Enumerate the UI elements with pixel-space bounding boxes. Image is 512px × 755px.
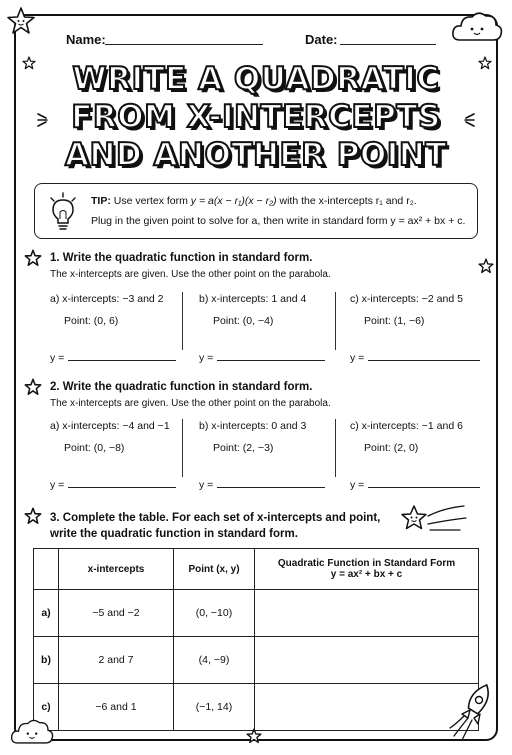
- intercepts-cell: −5 and −2: [59, 590, 174, 637]
- cloud-icon: [8, 716, 56, 748]
- answer-line[interactable]: [350, 477, 480, 491]
- point-cell: (−1, 14): [174, 684, 255, 731]
- intercepts-cell: 2 and 7: [59, 637, 174, 684]
- intercepts-cell: −6 and 1: [59, 684, 174, 731]
- column-divider: [335, 419, 336, 477]
- title-line-1: WRITE A QUADRATIC: [72, 61, 440, 97]
- function-header-sub: y = ax² + bx + c: [330, 569, 403, 580]
- answer-line[interactable]: [199, 350, 325, 364]
- section2-item-a: [50, 418, 170, 456]
- tip-label: TIP:: [91, 195, 111, 207]
- date-label: Date:: [305, 32, 338, 47]
- shooting-star-icon: [398, 502, 470, 538]
- answer-label: y =: [50, 352, 65, 364]
- point-cell: (4, −9): [174, 637, 255, 684]
- row-label: b): [34, 637, 59, 684]
- tip-line1-formula: y = a(x − r₁)(x − r₂): [190, 195, 277, 207]
- name-field[interactable]: [105, 44, 263, 45]
- date-field[interactable]: [340, 44, 436, 45]
- answer-label: y =: [350, 479, 365, 491]
- intercepts-text: c) x-intercepts: −2 and 5: [350, 293, 463, 305]
- section2-item-b: [199, 418, 306, 456]
- table-row: [34, 637, 479, 684]
- answer-cell[interactable]: [255, 684, 479, 731]
- tip-box: [34, 183, 478, 239]
- answer-label: y =: [50, 479, 65, 491]
- answer-label: y =: [350, 352, 365, 364]
- title-line-2: FROM X-INTERCEPTS: [71, 99, 441, 135]
- point-text: Point: (2, −3): [213, 442, 274, 454]
- table-row: [34, 590, 479, 637]
- section1-item-b: [199, 291, 306, 329]
- name-label: Name:: [66, 32, 106, 47]
- table-row: [34, 684, 479, 731]
- section3-title-line2: write the quadratic function in standard form.: [50, 528, 298, 540]
- section2-title: 2. Write the quadratic function in standard form.: [50, 381, 313, 393]
- worksheet-title: [40, 60, 472, 174]
- column-divider: [335, 292, 336, 350]
- point-cell: (0, −10): [174, 590, 255, 637]
- answer-line[interactable]: [199, 477, 325, 491]
- answer-line[interactable]: [50, 477, 176, 491]
- star-icon: [24, 507, 42, 525]
- intercepts-text: c) x-intercepts: −1 and 6: [350, 420, 463, 432]
- row-label: c): [34, 684, 59, 731]
- section3-title-line1: 3. Complete the table. For each set of x-intercepts and point,: [50, 512, 381, 524]
- tip-line1-post: with the x-intercepts r₁ and r₂.: [276, 195, 417, 207]
- point-text: Point: (0, −8): [64, 442, 125, 454]
- answer-table: [33, 548, 479, 731]
- star-icon: [24, 378, 42, 396]
- table-header-row: [34, 549, 479, 590]
- tip-line2: Plug in the given point to solve for a, then write in standard form y = ax² + bx + c.: [91, 215, 466, 227]
- answer-cell[interactable]: [255, 637, 479, 684]
- answer-cell[interactable]: [255, 590, 479, 637]
- rocket-icon: [446, 680, 496, 746]
- section1-item-c: [350, 291, 463, 329]
- point-text: Point: (0, −4): [213, 315, 274, 327]
- star-icon: [6, 6, 36, 36]
- function-header-text: Quadratic Function in Standard Form: [277, 558, 456, 569]
- star-icon: [22, 56, 36, 70]
- cloud-icon: [450, 8, 504, 46]
- section2-subtitle: The x-intercepts are given. Use the other point on the parabola.: [50, 398, 331, 409]
- point-text: Point: (0, 6): [64, 315, 119, 327]
- star-icon: [478, 258, 494, 274]
- answer-label: y =: [199, 352, 214, 364]
- tip-text: [91, 191, 465, 231]
- intercepts-text: a) x-intercepts: −4 and −1: [50, 420, 170, 432]
- section1-title: 1. Write the quadratic function in standard form.: [50, 252, 313, 264]
- star-icon: [246, 728, 262, 744]
- table-header-point: Point (x, y): [174, 549, 255, 590]
- intercepts-text: b) x-intercepts: 1 and 4: [199, 293, 307, 305]
- answer-line[interactable]: [350, 350, 480, 364]
- section3-title: [50, 510, 380, 542]
- intercepts-text: b) x-intercepts: 0 and 3: [199, 420, 307, 432]
- section1-item-a: [50, 291, 164, 329]
- answer-label: y =: [199, 479, 214, 491]
- point-text: Point: (1, −6): [364, 315, 425, 327]
- point-text: Point: (2, 0): [364, 442, 419, 454]
- row-label: a): [34, 590, 59, 637]
- column-divider: [182, 292, 183, 350]
- column-divider: [182, 419, 183, 477]
- title-line-3: AND ANOTHER POINT: [65, 137, 447, 173]
- star-icon: [478, 56, 492, 70]
- table-header-blank: [34, 549, 59, 590]
- table-header-intercepts: x-intercepts: [59, 549, 174, 590]
- section1-subtitle: The x-intercepts are given. Use the other point on the parabola.: [50, 269, 331, 280]
- tip-line1-pre: Use vertex form: [113, 195, 191, 207]
- intercepts-text: a) x-intercepts: −3 and 2: [50, 293, 164, 305]
- section2-item-c: [350, 418, 463, 456]
- table-header-function: [255, 549, 479, 590]
- lightbulb-icon: [47, 192, 79, 232]
- star-icon: [24, 249, 42, 267]
- answer-line[interactable]: [50, 350, 176, 364]
